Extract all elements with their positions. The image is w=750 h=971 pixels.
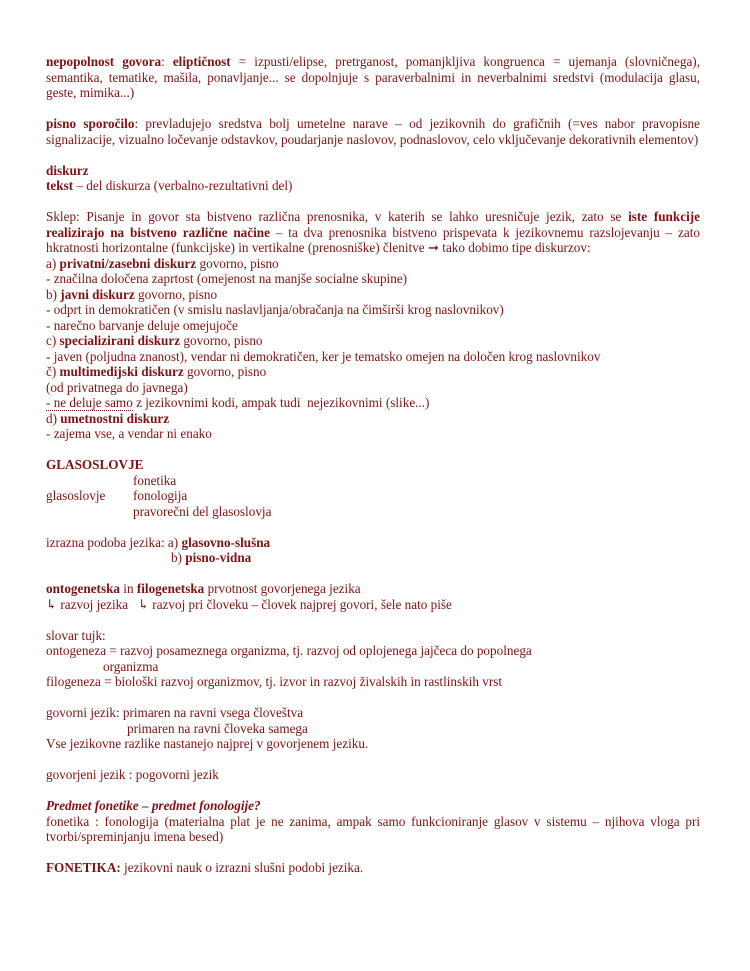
document-page: [46, 54, 700, 891]
text-line: [46, 411, 700, 427]
text-line: [46, 395, 700, 411]
text-run: ontogeneza = razvoj posameznega organizma, tj. razvoj od oplojenega jajčeca do popolnega: [46, 643, 532, 658]
text-run: = izpusti/elipse, pretrganost, pomanjkljiva kongruenca = ujemanja (slovničnega), semantika, tematike, mašila, ponavljanje... se dopolnjuje s paraverbalnimi in neverbalnimi sredstvi (modulacija glasu, geste, mimika...): [46, 54, 700, 100]
text-run: izrazna podoba jezika: a): [46, 534, 182, 550]
text-run: prvotnost govorjenega jezika: [204, 581, 361, 596]
text-block: [46, 860, 700, 876]
term-text: nepopolnost govora: [46, 54, 162, 69]
term-text: specializirani diskurz: [59, 333, 181, 348]
text-run: (od privatnega do javnega): [46, 379, 188, 395]
text-line: [46, 550, 700, 566]
text-line: [46, 256, 700, 272]
term-text: multimedijski diskurz: [59, 364, 184, 379]
term-text: umetnostni diskurz: [60, 410, 170, 426]
term-text: javni diskurz: [60, 286, 135, 302]
term-text: ontogenetska: [46, 581, 120, 596]
term-text: tekst: [46, 178, 74, 193]
text-line: [46, 659, 700, 675]
text-line: [46, 860, 700, 876]
text-run: z jezikovnimi kodi, ampak tudi nejezikovnimi (slike...): [132, 395, 430, 410]
text-run: jezikovni nauk o izrazni slušni podobi jezika.: [120, 860, 364, 875]
text-line: [46, 287, 700, 303]
text-block: [46, 705, 700, 752]
section-heading: [46, 798, 700, 814]
text-run: - javen (poljudna znanost), vendar ni demokratičen, ker je tematsko omejen na določen krog naslovnikov: [46, 348, 601, 364]
text-line: [46, 488, 700, 504]
text-run: c): [46, 333, 60, 348]
text-block: [46, 535, 700, 566]
text-block: [46, 116, 700, 147]
text-run: - zajema vse, a vendar ni enako: [46, 426, 212, 441]
text-block: [46, 767, 700, 783]
text-run: govorni jezik: primaren na ravni vsega človeštva: [46, 705, 304, 720]
text-line: [46, 581, 700, 597]
term-text: privatni/zasebni diskurz: [59, 255, 197, 271]
text-line: [46, 318, 700, 334]
text-run: pravorečni del glasoslovja: [133, 503, 272, 519]
text-run: b): [171, 550, 186, 565]
text-run: – del diskurza (verbalno-rezultativni del): [73, 178, 293, 193]
text-line: [46, 380, 700, 396]
text-run: ↳ razvoj jezika ↳ razvoj pri človeku – človek najprej govori, šele nato piše: [46, 596, 452, 612]
term-text: diskurz: [46, 162, 89, 178]
text-block: [46, 457, 700, 519]
text-run: govorno, pisno: [196, 255, 279, 271]
paragraph: [46, 814, 700, 845]
text-run: - odprt in demokratičen (v smislu naslavljanja/obračanja na čimširši krog naslovnikov): [46, 302, 504, 317]
text-run: č): [46, 364, 60, 379]
text-block: [46, 54, 700, 101]
underlined-text: - ne deluje samo: [46, 395, 133, 410]
text-run: govorno, pisno: [183, 364, 267, 379]
text-line: [46, 736, 700, 752]
text-line: [46, 705, 700, 721]
text-run: – ta dva prenosnika bistveno prispevata k jezikovnemu razslojevanju – zato hkratnosti horizontalne (funkcijske) in vertikalne (prenosniške) členitve ➞ tako dobimo tipe diskurzov:: [46, 224, 700, 255]
text-run: fonologija: [133, 488, 188, 503]
text-line: [46, 643, 700, 659]
text-line: [46, 767, 700, 783]
text-run: slovar tujk:: [46, 627, 106, 643]
text-block: [46, 798, 700, 845]
term-text: pisno-vidna: [185, 550, 252, 565]
text-line: [46, 535, 700, 551]
text-run: - narečno barvanje deluje omejujoče: [46, 317, 238, 333]
text-run: organizma: [103, 658, 159, 674]
text-line: [46, 333, 700, 349]
text-block: [46, 163, 700, 194]
term-text: GLASOSLOVJE: [46, 457, 144, 472]
text-line: [46, 628, 700, 644]
text-line: [46, 504, 700, 520]
text-run: in: [120, 581, 137, 596]
text-run: govorno, pisno: [134, 286, 218, 302]
text-run: filogeneza = biološki razvoj organizmov, tj. izvor in razvoj živalskih in rastlinskih vrst: [46, 674, 503, 689]
paragraph: [46, 116, 700, 147]
text-line: [46, 721, 700, 737]
term-text: pisno sporočilo: [46, 116, 135, 131]
text-run: - značilna določena zaprtost (omejenost na manjše socialne skupine): [46, 271, 408, 286]
text-run: primaren na ravni človeka samega: [127, 720, 308, 736]
text-line: [46, 271, 700, 287]
text-block: [46, 628, 700, 690]
row-label: glasoslovje: [46, 488, 106, 503]
text-run: fonetika : fonologija (materialna plat je ne zanima, ampak samo funkcioniranje glasov v sistemu – njihova vloga pri tvorbi/spreminjanju imena besed): [46, 813, 700, 844]
paragraph: [46, 54, 700, 101]
term-text: Predmet fonetike – predmet fonologije?: [46, 798, 261, 813]
term-text: FONETIKA:: [46, 860, 121, 875]
text-line: [46, 302, 700, 318]
text-run: fonetika: [133, 472, 177, 488]
text-line: [46, 349, 700, 365]
text-block: [46, 581, 700, 612]
text-run: Sklep: Pisanje in govor sta bistveno različna prenosnika, v katerih se lahko uresničuje jezik, zato se: [46, 209, 629, 224]
text-run: Vse jezikovne razlike nastanejo najprej v govorjenem jeziku.: [46, 736, 369, 751]
text-block: [46, 209, 700, 442]
text-line: [46, 473, 700, 489]
term-text: iste funkcije realizirajo na bistveno različne načine: [46, 209, 700, 240]
term-text: eliptičnost: [172, 54, 231, 69]
paragraph: [46, 209, 700, 256]
text-run: d): [46, 410, 61, 426]
term-text: filogenetska: [136, 581, 205, 596]
text-line: [46, 178, 700, 194]
text-run: govorno, pisno: [180, 333, 263, 348]
text-run: govorjeni jezik : pogovorni jezik: [46, 767, 219, 782]
text-line: [46, 364, 700, 380]
term-text: glasovno-slušna: [181, 534, 271, 550]
text-run: : prevladujejo sredstva bolj umetelne narave – od jezikovnih do grafičnih (=ves nabor pravopisne signalizacije, vizualno ločevanje odstavkov, poudarjanje naslovov, podnaslovov, celo vključevanje dekorativnih elementov): [46, 116, 700, 147]
text-run: b): [46, 286, 61, 302]
text-line: [46, 597, 700, 613]
text-line: [46, 457, 700, 473]
text-line: [46, 426, 700, 442]
text-run: :: [161, 54, 173, 69]
text-line: [46, 163, 700, 179]
text-line: [46, 674, 700, 690]
text-run: a): [46, 255, 60, 271]
